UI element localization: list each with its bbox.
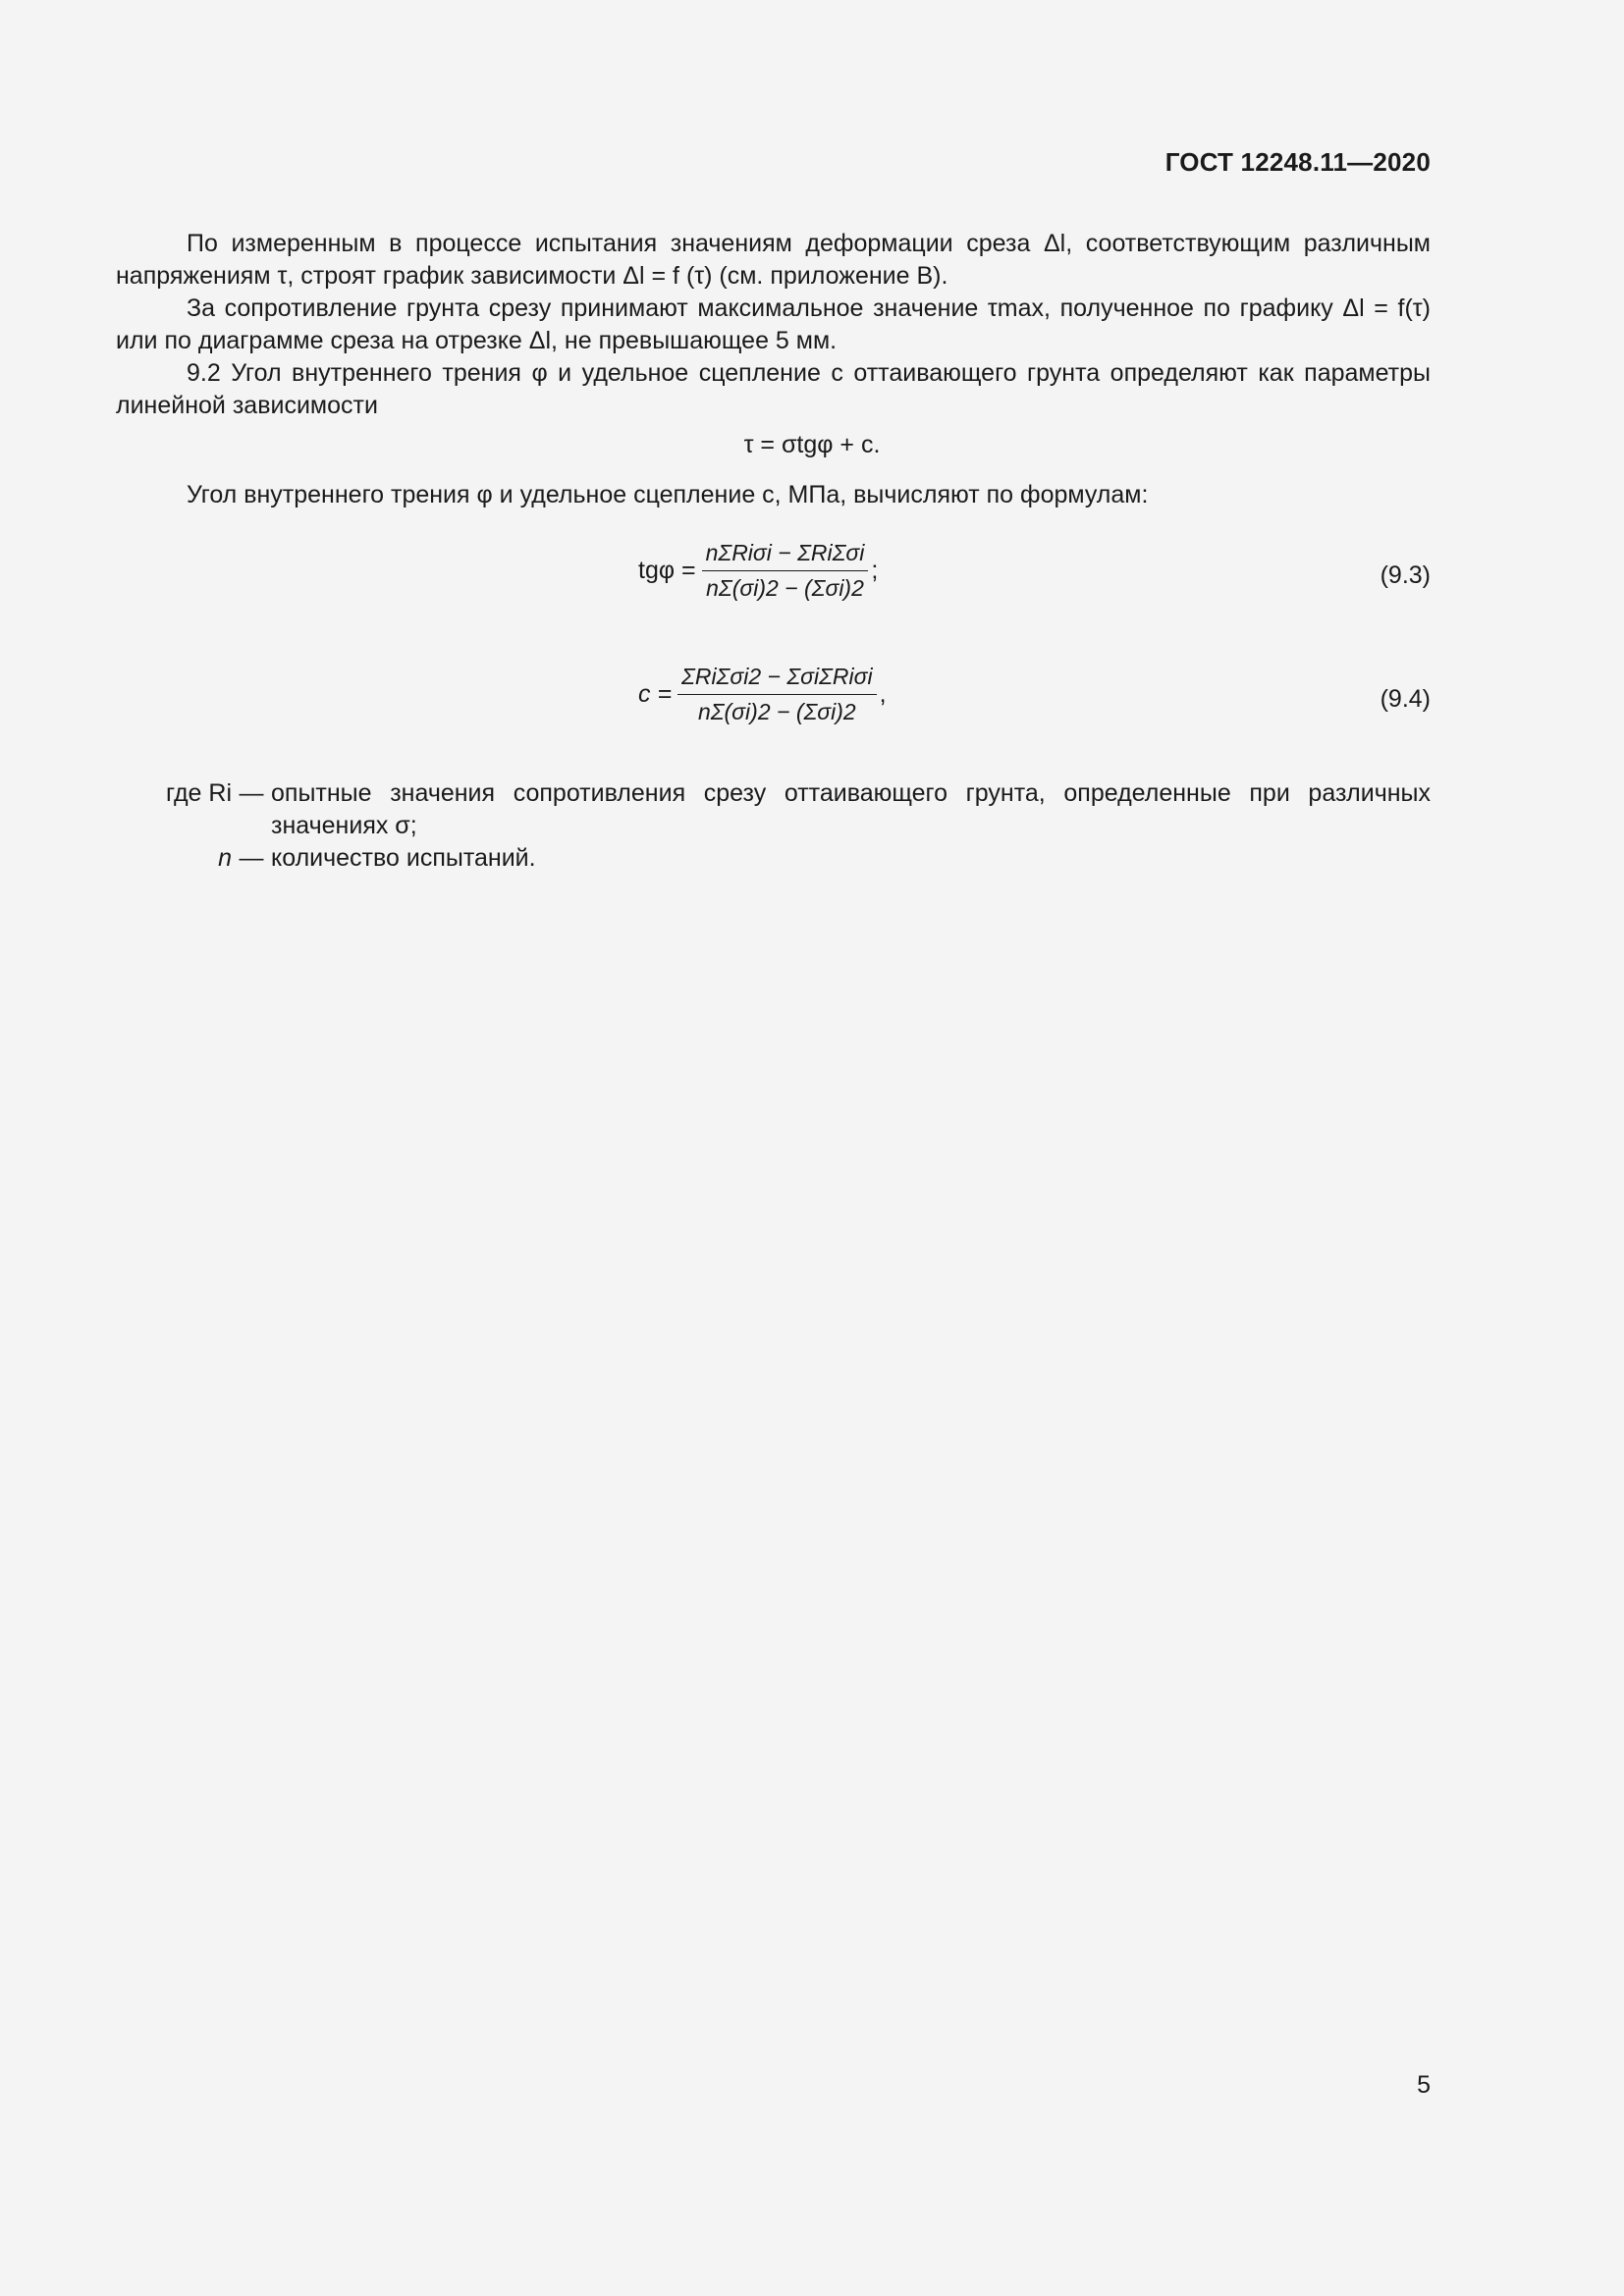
linear-formula: τ = σtgφ + c.: [743, 431, 881, 458]
equation-9-3-fraction: [702, 540, 869, 602]
paragraph-3: [116, 357, 1431, 422]
equation-9-3-number: (9.3): [1380, 561, 1431, 589]
equation-9-4-punct: ,: [879, 680, 887, 708]
definitions-list: [116, 777, 1431, 875]
paragraph-4-text: Угол внутреннего трения φ и удельное сцепление c, МПа, вычисляют по формулам:: [187, 481, 1149, 508]
equation-9-3-denominator: nΣ(σi)2 − (Σσi)2: [706, 575, 864, 601]
definition-text: опытные значения сопротивления срезу оттаивающего грунта, определенные при различных значениях σ;: [271, 779, 1431, 839]
definition-dash: —: [239, 844, 264, 872]
definition-term: n: [218, 844, 232, 872]
equation-9-4-formula: [638, 664, 887, 725]
paragraph-2-text: За сопротивление грунта срезу принимают максимальное значение τmax, полученное по графику Δl = f(τ) или по диаграмме среза на отрезке Δl, не превышающее 5 мм.: [116, 294, 1431, 354]
paragraph-4: [116, 479, 1431, 511]
equation-9-3-punct: ;: [871, 557, 879, 584]
paragraph-1: [116, 228, 1431, 293]
standard-header: ГОСТ 12248.11—2020: [1164, 147, 1431, 177]
paragraph-2: [116, 293, 1431, 357]
equation-9-3-numerator: nΣRiσi − ΣRiΣσi: [705, 540, 865, 565]
definition-term: где Ri: [165, 779, 232, 807]
equation-9-4-number: (9.4): [1380, 685, 1431, 713]
definition-dash: —: [239, 779, 264, 807]
equation-9-4-fraction: [677, 664, 877, 725]
paragraph-1-text: По измеренным в процессе испытания значениям деформации среза Δl, соответствующим различным напряжениям τ, строят график зависимости Δl = f (τ) (см. приложение В).: [116, 230, 1431, 290]
equation-9-3-formula: [638, 540, 878, 602]
definition-item: [116, 777, 1431, 842]
equation-9-4-denominator: nΣ(σi)2 − (Σσi)2: [697, 699, 856, 724]
equation-9-4-lhs: c =: [638, 680, 673, 708]
page-number: 5: [1417, 2071, 1431, 2099]
definition-item: [116, 842, 1431, 875]
definition-text: количество испытаний.: [271, 844, 536, 872]
equation-9-3-lhs: tgφ =: [638, 557, 696, 584]
paragraph-3-text: 9.2 Угол внутреннего трения φ и удельное сцепление c оттаивающего грунта определяют как параметры линейной зависимости: [116, 359, 1431, 419]
equation-9-4-numerator: ΣRiΣσi2 − ΣσiΣRiσi: [681, 664, 873, 689]
